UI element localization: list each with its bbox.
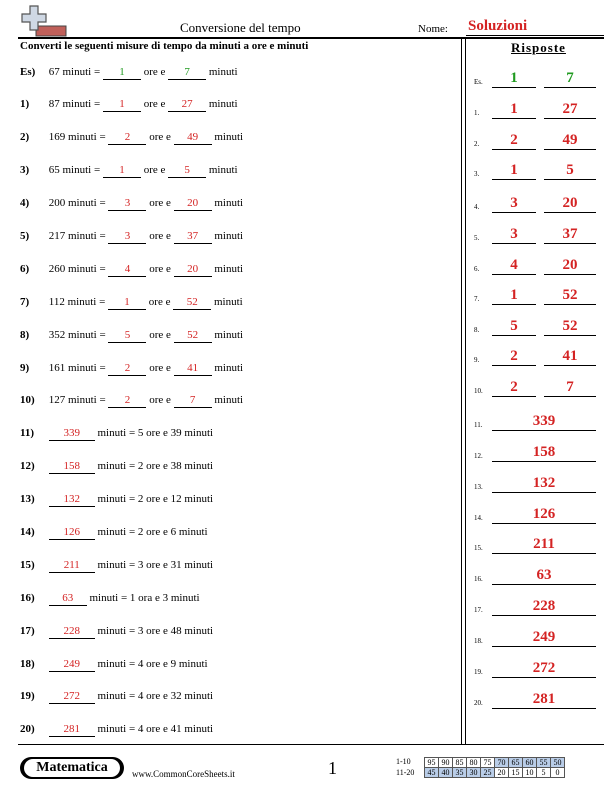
problem-11 — [20, 425, 213, 441]
problem-number: 13) — [20, 493, 35, 505]
answer-hours: 2 — [492, 378, 536, 397]
answer-label: 4. — [474, 203, 480, 211]
minutes-answer[interactable]: 228 — [49, 625, 95, 639]
answer-row-15 — [474, 534, 600, 554]
minutes-answer[interactable]: 20 — [174, 197, 212, 211]
minutes-value: 352 — [48, 329, 66, 341]
problem-4 — [20, 195, 243, 211]
minutes-answer[interactable]: 27 — [168, 98, 206, 112]
minutes-equals-label: minuti = — [68, 131, 106, 143]
answer-minutes: 339 — [492, 412, 596, 431]
minutes-value: 65 — [48, 164, 60, 176]
answer-label: 15. — [474, 544, 483, 552]
minutes-answer[interactable]: 7 — [174, 394, 212, 408]
answer-row-2 — [474, 130, 600, 150]
problem-text: minuti = 5 ore e 39 minuti — [97, 427, 214, 439]
answer-minutes: 7 — [544, 378, 596, 397]
column-divider — [461, 37, 462, 745]
answer-hours: 1 — [492, 161, 536, 180]
answer-hours: 1 — [492, 286, 536, 305]
hours-answer[interactable]: 4 — [108, 263, 146, 277]
minutes-answer[interactable]: 281 — [49, 723, 95, 737]
answer-row-4 — [474, 193, 600, 213]
answer-minutes: 52 — [544, 286, 596, 305]
answer-hours: 1 — [492, 69, 536, 88]
problem-9 — [20, 360, 243, 376]
minutes-label: minuti — [214, 329, 244, 341]
score-cell: 15 — [509, 768, 523, 778]
problem-6 — [20, 261, 243, 277]
hours-answer[interactable]: 2 — [108, 394, 146, 408]
score-label-1: 1-10 — [396, 757, 411, 766]
problem-19 — [20, 688, 213, 704]
answer-label: 5. — [474, 234, 480, 242]
answer-hours: 1 — [492, 100, 536, 119]
score-cell: 80 — [467, 758, 481, 768]
hours-answer[interactable]: 2 — [108, 131, 146, 145]
answer-label: 11. — [474, 421, 483, 429]
score-cell: 0 — [551, 768, 565, 778]
answer-row-9 — [474, 346, 600, 366]
minutes-answer[interactable]: 49 — [174, 131, 212, 145]
hours-and-label: ore e — [149, 263, 171, 275]
name-value: Soluzioni — [468, 18, 528, 34]
problem-3 — [20, 162, 238, 178]
minutes-answer[interactable]: 5 — [168, 164, 206, 178]
minutes-equals-label: minuti = — [67, 296, 106, 308]
hours-and-label: ore e — [143, 98, 166, 110]
score-row-1 — [425, 758, 565, 768]
answer-row-example — [474, 68, 600, 88]
problem-number: 6) — [20, 263, 30, 275]
minutes-label: minuti — [208, 98, 238, 110]
minutes-answer[interactable]: 41 — [174, 362, 212, 376]
score-cell: 90 — [439, 758, 453, 768]
problem-13 — [20, 491, 213, 507]
logo-icon — [20, 4, 70, 38]
problem-17 — [20, 623, 213, 639]
hours-and-label: ore e — [149, 329, 171, 341]
answer-minutes: 5 — [544, 161, 596, 180]
score-cell: 10 — [523, 768, 537, 778]
answer-label: 12. — [474, 452, 483, 460]
answer-minutes: 20 — [544, 256, 596, 275]
answer-hours: 3 — [492, 194, 536, 213]
hours-answer[interactable]: 1 — [108, 296, 146, 310]
minutes-label: minuti — [213, 296, 243, 308]
problem-1 — [20, 96, 238, 112]
minutes-equals-label: minuti = — [62, 98, 101, 110]
hours-answer[interactable]: 1 — [103, 164, 141, 178]
minutes-label: minuti — [214, 131, 244, 143]
hours-answer[interactable]: 3 — [108, 197, 146, 211]
problem-14 — [20, 524, 208, 540]
hours-answer[interactable]: 3 — [108, 230, 146, 244]
score-row-2 — [425, 768, 565, 778]
problem-2 — [20, 129, 243, 145]
answer-minutes: 7 — [544, 69, 596, 88]
answer-row-7 — [474, 285, 600, 305]
problem-12 — [20, 458, 213, 474]
score-cell: 30 — [467, 768, 481, 778]
answer-label: Es. — [474, 78, 483, 86]
minutes-value: 127 — [48, 394, 66, 406]
answer-minutes: 228 — [492, 597, 596, 616]
problem-number: 4) — [20, 197, 30, 209]
footer-divider — [18, 744, 604, 745]
answer-row-6 — [474, 255, 600, 275]
hours-and-label: ore e — [149, 197, 171, 209]
minutes-equals-label: minuti = — [68, 329, 106, 341]
answer-label: 7. — [474, 295, 480, 303]
minutes-label: minuti — [208, 164, 238, 176]
minutes-label: minuti — [214, 197, 244, 209]
answer-row-1 — [474, 99, 600, 119]
answer-minutes: 272 — [492, 659, 596, 678]
answer-row-10 — [474, 377, 600, 397]
minutes-answer[interactable]: 249 — [49, 658, 95, 672]
answer-label: 17. — [474, 606, 483, 614]
minutes-equals-label: minuti = — [68, 394, 106, 406]
answer-row-3 — [474, 160, 600, 180]
problem-16 — [20, 590, 200, 606]
answer-hours: 2 — [492, 131, 536, 150]
answer-row-17 — [474, 596, 600, 616]
answer-hours: 4 — [492, 256, 536, 275]
problem-number: 3) — [20, 164, 30, 176]
problem-8 — [20, 327, 243, 343]
hours-and-label: ore e — [143, 164, 166, 176]
instructions: Converti le seguenti misure di tempo da minuti a ore e minuti — [20, 40, 309, 52]
answer-label: 14. — [474, 514, 483, 522]
score-cell: 45 — [425, 768, 439, 778]
hours-answer[interactable]: 2 — [108, 362, 146, 376]
minutes-answer[interactable]: 339 — [49, 427, 95, 441]
score-cell: 85 — [453, 758, 467, 768]
minutes-answer[interactable]: 37 — [174, 230, 212, 244]
problem-number: 16) — [20, 592, 35, 604]
answer-minutes: 211 — [492, 535, 596, 554]
answer-row-16 — [474, 565, 600, 585]
hours-and-label: ore e — [148, 296, 171, 308]
problem-number: 7) — [20, 296, 30, 308]
minutes-value: 161 — [48, 362, 66, 374]
problem-text: minuti = 3 ore e 48 minuti — [97, 625, 214, 637]
header-divider — [18, 37, 604, 39]
answer-minutes: 49 — [544, 131, 596, 150]
minutes-label: minuti — [208, 66, 238, 78]
score-cell: 20 — [495, 768, 509, 778]
problem-text: minuti = 2 ore e 6 minuti — [97, 526, 208, 538]
answer-label: 16. — [474, 575, 483, 583]
answer-label: 1. — [474, 109, 480, 117]
answer-label: 13. — [474, 483, 483, 491]
problem-number: 9) — [20, 362, 30, 374]
minutes-value: 87 — [48, 98, 60, 110]
hours-answer[interactable]: 1 — [103, 66, 141, 80]
minutes-value: 67 — [48, 66, 60, 78]
score-cell: 50 — [551, 758, 565, 768]
hours-and-label: ore e — [149, 131, 171, 143]
problem-text: minuti = 1 ora e 3 minuti — [89, 592, 200, 604]
score-cell: 60 — [523, 758, 537, 768]
hours-answer[interactable]: 1 — [103, 98, 141, 112]
minutes-equals-label: minuti = — [62, 164, 101, 176]
answer-label: 6. — [474, 265, 480, 273]
column-divider-2 — [465, 37, 466, 745]
answer-minutes: 249 — [492, 628, 596, 647]
page-number: 1 — [328, 758, 337, 778]
minutes-answer[interactable]: 211 — [49, 559, 95, 573]
score-cell: 5 — [537, 768, 551, 778]
answer-row-14 — [474, 504, 600, 524]
problem-10 — [20, 392, 243, 408]
answer-minutes: 158 — [492, 443, 596, 462]
problem-number: 17) — [20, 625, 35, 637]
problem-number: 20) — [20, 723, 35, 735]
minutes-value: 260 — [48, 263, 66, 275]
problem-text: minuti = 3 ore e 31 minuti — [97, 559, 214, 571]
answer-hours: 5 — [492, 317, 536, 336]
minutes-equals-label: minuti = — [68, 362, 106, 374]
minutes-equals-label: minuti = — [62, 66, 101, 78]
problem-number: Es) — [20, 66, 36, 78]
minutes-answer[interactable]: 158 — [49, 460, 95, 474]
score-cell: 55 — [537, 758, 551, 768]
problem-number: 12) — [20, 460, 35, 472]
minutes-answer[interactable]: 63 — [49, 592, 87, 606]
answer-minutes: 52 — [544, 317, 596, 336]
minutes-value: 200 — [48, 197, 66, 209]
score-cell: 95 — [425, 758, 439, 768]
answer-label: 10. — [474, 387, 483, 395]
minutes-value: 169 — [48, 131, 66, 143]
minutes-equals-label: minuti = — [68, 197, 106, 209]
answer-label: 20. — [474, 699, 483, 707]
score-cell: 65 — [509, 758, 523, 768]
problem-number: 14) — [20, 526, 35, 538]
page-title: Conversione del tempo — [180, 20, 301, 35]
problem-20 — [20, 721, 213, 737]
answer-row-11 — [474, 411, 600, 431]
problem-number: 1) — [20, 98, 30, 110]
answer-row-18 — [474, 627, 600, 647]
answer-row-19 — [474, 658, 600, 678]
score-table — [424, 757, 565, 778]
answer-minutes: 37 — [544, 225, 596, 244]
problem-5 — [20, 228, 243, 244]
answer-hours: 3 — [492, 225, 536, 244]
minutes-answer[interactable]: 52 — [173, 296, 211, 310]
answer-minutes: 20 — [544, 194, 596, 213]
answer-minutes: 27 — [544, 100, 596, 119]
minutes-answer[interactable]: 7 — [168, 66, 206, 80]
answer-label: 18. — [474, 637, 483, 645]
problem-number: 11) — [20, 427, 35, 439]
hours-and-label: ore e — [149, 362, 171, 374]
footer-url: www.CommonCoreSheets.it — [132, 769, 235, 779]
answer-row-13 — [474, 473, 600, 493]
minutes-equals-label: minuti = — [68, 263, 106, 275]
hours-and-label: ore e — [143, 66, 166, 78]
minutes-value: 217 — [48, 230, 66, 242]
score-cell: 25 — [481, 768, 495, 778]
answer-minutes: 281 — [492, 690, 596, 709]
problem-number: 5) — [20, 230, 30, 242]
brand-label: Matematica — [24, 759, 120, 777]
answer-row-5 — [474, 224, 600, 244]
problem-number: 19) — [20, 690, 35, 702]
minutes-answer[interactable]: 132 — [49, 493, 95, 507]
answer-row-12 — [474, 442, 600, 462]
score-label-2: 11-20 — [396, 768, 415, 777]
problem-text: minuti = 2 ore e 38 minuti — [97, 460, 214, 472]
problem-number: 18) — [20, 658, 35, 670]
minutes-label: minuti — [214, 263, 244, 275]
minutes-equals-label: minuti = — [68, 230, 106, 242]
problem-7 — [20, 294, 243, 310]
answer-label: 19. — [474, 668, 483, 676]
score-cell: 75 — [481, 758, 495, 768]
answer-minutes: 41 — [544, 347, 596, 366]
minutes-answer[interactable]: 20 — [174, 263, 212, 277]
answer-row-8 — [474, 316, 600, 336]
answers-title: Risposte — [511, 40, 566, 55]
problem-15 — [20, 557, 213, 573]
minutes-answer[interactable]: 126 — [49, 526, 95, 540]
answer-label: 8. — [474, 326, 480, 334]
minutes-answer[interactable]: 272 — [49, 690, 95, 704]
answer-label: 2. — [474, 140, 480, 148]
answer-row-20 — [474, 689, 600, 709]
problem-text: minuti = 4 ore e 9 minuti — [97, 658, 208, 670]
answer-hours: 2 — [492, 347, 536, 366]
minutes-value: 112 — [48, 296, 65, 308]
minutes-label: minuti — [214, 394, 244, 406]
score-cell: 35 — [453, 768, 467, 778]
score-cell: 70 — [495, 758, 509, 768]
hours-and-label: ore e — [149, 230, 171, 242]
problem-text: minuti = 2 ore e 12 minuti — [97, 493, 214, 505]
problem-number: 15) — [20, 559, 35, 571]
answer-minutes: 63 — [492, 566, 596, 585]
answer-minutes: 132 — [492, 474, 596, 493]
name-label: Nome: — [418, 23, 448, 35]
problem-number: 10) — [20, 394, 35, 406]
problem-18 — [20, 656, 208, 672]
hours-and-label: ore e — [149, 394, 171, 406]
problem-text: minuti = 4 ore e 32 minuti — [97, 690, 214, 702]
name-field[interactable] — [466, 35, 604, 36]
problem-number: 8) — [20, 329, 30, 341]
hours-answer[interactable]: 5 — [108, 329, 146, 343]
answer-label: 9. — [474, 356, 480, 364]
minutes-answer[interactable]: 52 — [174, 329, 212, 343]
problem-number: 2) — [20, 131, 30, 143]
answer-minutes: 126 — [492, 505, 596, 524]
minutes-label: minuti — [214, 230, 244, 242]
minutes-label: minuti — [214, 362, 244, 374]
answer-label: 3. — [474, 170, 480, 178]
score-cell: 40 — [439, 768, 453, 778]
problem-text: minuti = 4 ore e 41 minuti — [97, 723, 214, 735]
example-problem — [20, 64, 238, 80]
